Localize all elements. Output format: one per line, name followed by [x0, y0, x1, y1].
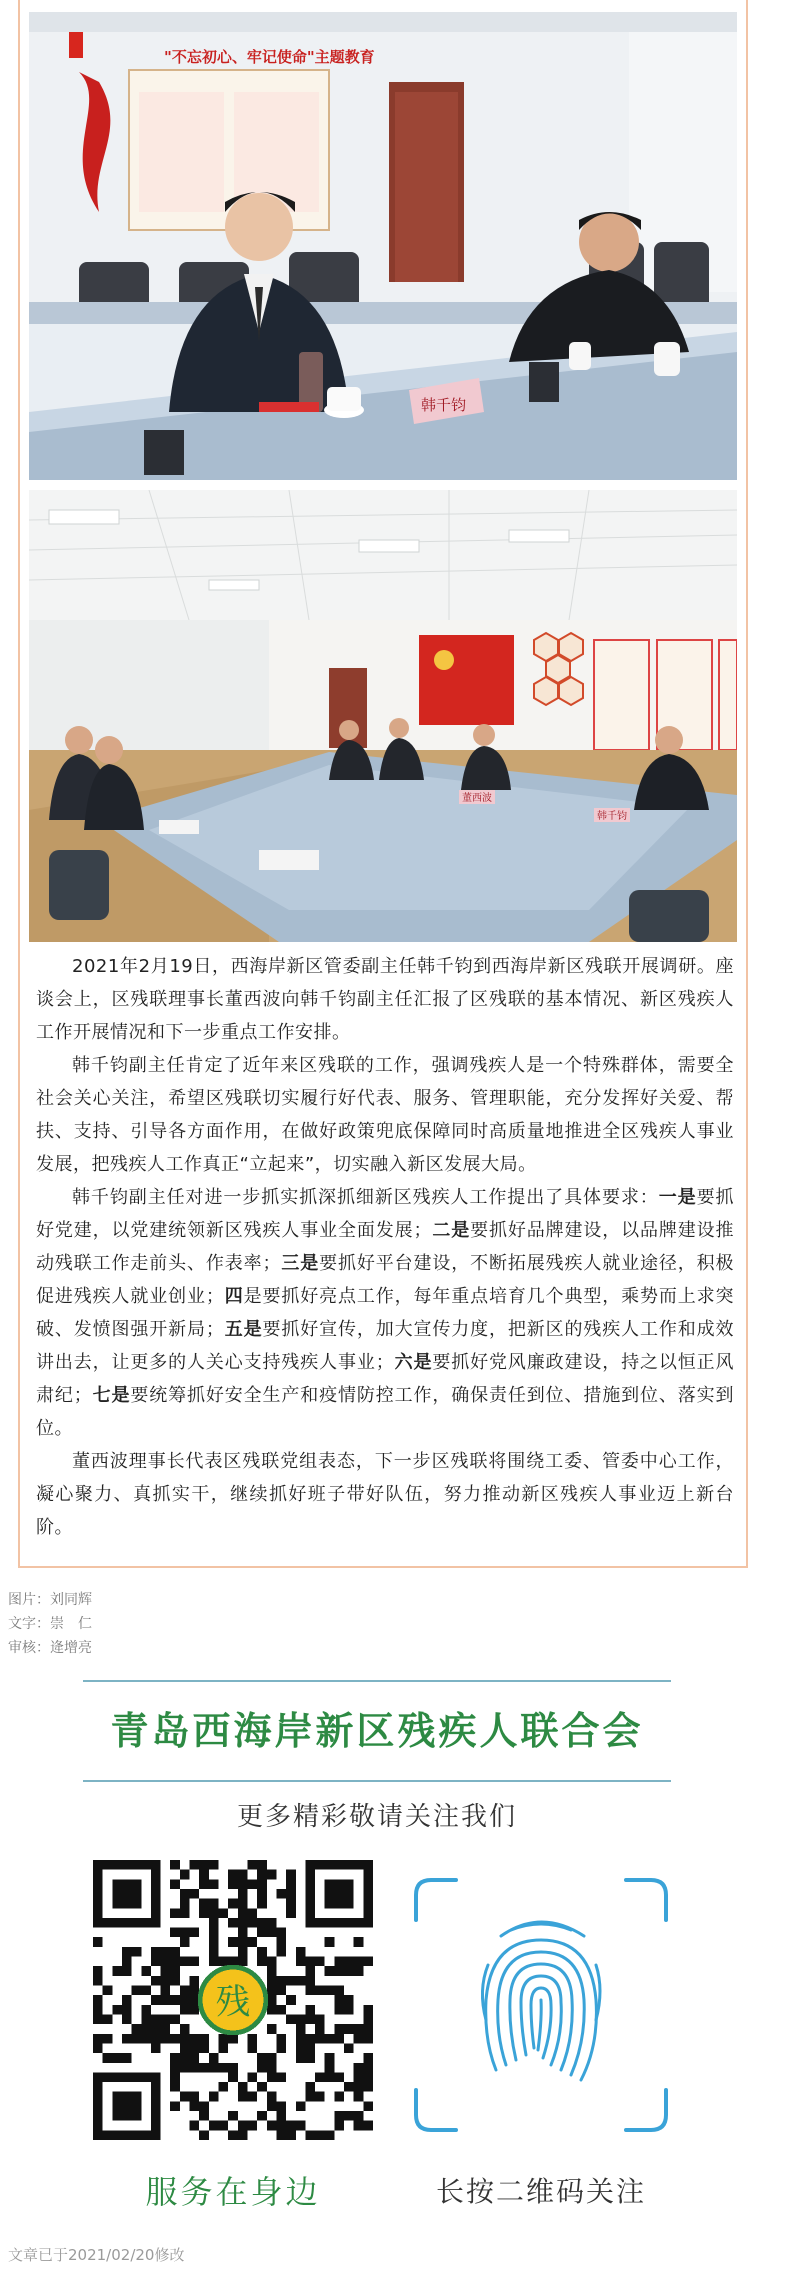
follow-prompt: 更多精彩敬请关注我们 [236, 1802, 517, 1832]
paragraph-text: 2021年2月19日，西海岸新区管委副主任韩千钧到西海岸新区残联开展调研。座谈会上，区残联理事长董西波向韩千钧副主任汇报了区残联的基本情况、新区残疾人工作开展情况和下一步重点工作安排。 [36, 956, 734, 1043]
follow-card [78, 1670, 676, 2230]
article-paragraph [36, 1049, 734, 1181]
emphasis-text: 三是 [281, 1253, 320, 1274]
paragraph-text: 要抓好品牌建设，以品牌建设推动残联工作走前头、作表率； [36, 1220, 734, 1274]
meeting-photo-closeup[interactable] [29, 12, 737, 480]
credits [8, 1588, 92, 1660]
fingerprint-icon[interactable] [406, 1870, 676, 2140]
emphasis-text: 七是 [92, 1385, 131, 1406]
photo-credit: 图片：刘同辉 [8, 1592, 92, 1608]
qr-code[interactable] [93, 1860, 373, 2140]
paragraph-text: 要统筹抓好安全生产和疫情防控工作，确保责任到位、措施到位、落实到位。 [36, 1385, 734, 1439]
emphasis-text: 六是 [394, 1352, 433, 1373]
article-card [18, 0, 748, 1568]
paragraph-text: 韩千钧副主任肯定了近年来区残联的工作，强调残疾人是一个特殊群体，需要全社会关心关注，希望区残联切实履行好代表、服务、管理职能，充分发挥好关爱、帮扶、支持、引导各方面作用，在做好政策兜底保障同时高质量地推进全区残疾人事业发展，把残疾人工作真正“立起来”，切实融入新区发展大局。 [36, 1055, 734, 1175]
qr-code-image [93, 1860, 373, 2140]
paragraph-text: 要抓好党建，以党建统领新区残疾人事业全面发展； [36, 1187, 735, 1241]
article-paragraph [36, 1181, 734, 1445]
paragraph-text: 是要抓好亮点工作，每年重点培育几个典型，乘势而上求突破、发愤图强开新局； [36, 1286, 734, 1340]
paragraph-text: 要抓好党风廉政建设，持之以恒正风肃纪； [36, 1352, 734, 1406]
nameplate-photo1: 韩千钧 [421, 396, 467, 414]
article-body [36, 950, 734, 1544]
divider-top [83, 1680, 671, 1682]
org-name: 青岛西海岸新区残疾人联合会 [110, 1709, 644, 1753]
paragraph-text: 要抓好宣传，加大宣传力度，把新区的残疾人工作和成效讲出去，让更多的人关心支持残疾人事业； [36, 1319, 734, 1373]
meeting-photo-closeup-image [29, 12, 737, 480]
service-label: 服务在身边 [145, 2173, 321, 2211]
article-paragraph [36, 1445, 734, 1544]
article-paragraph [36, 950, 734, 1049]
nameplate-photo2-a: 董西波 [462, 793, 492, 804]
meeting-photo-wide-image [29, 490, 737, 942]
emphasis-text: 五是 [224, 1319, 263, 1340]
paragraph-text: 董西波理事长代表区残联党组表态，下一步区残联将围绕工委、管委中心工作，凝心聚力、真抓实干，继续抓好班子带好队伍，努力推动新区残疾人事业迈上新台阶。 [36, 1451, 734, 1538]
nameplate-photo2-b: 韩千钧 [597, 811, 627, 822]
paragraph-text: 要抓好平台建设，不断拓展残疾人就业途径，积极促进残疾人就业创业； [36, 1253, 734, 1307]
qr-logo-text: 残 [215, 1982, 251, 2023]
long-press-hint: 长按二维码关注 [435, 2175, 646, 2208]
banner-slogan: "不忘初心、牢记使命"主题教育 [164, 48, 375, 66]
paragraph-text: 韩千钧副主任对进一步抓实抓深抓细新区残疾人工作提出了具体要求： [72, 1187, 659, 1208]
divider-bottom [83, 1780, 671, 1782]
fingerprint-graphic [406, 1870, 676, 2140]
emphasis-text: 四 [224, 1286, 244, 1307]
emphasis-text: 一是 [658, 1187, 697, 1208]
meeting-photo-wide[interactable] [29, 490, 737, 942]
modified-notice: 文章已于2021/02/20修改 [8, 2246, 185, 2264]
text-credit: 文字：崇 仁 [8, 1616, 92, 1632]
review-credit: 审核：逄增亮 [8, 1640, 92, 1656]
emphasis-text: 二是 [432, 1220, 471, 1241]
